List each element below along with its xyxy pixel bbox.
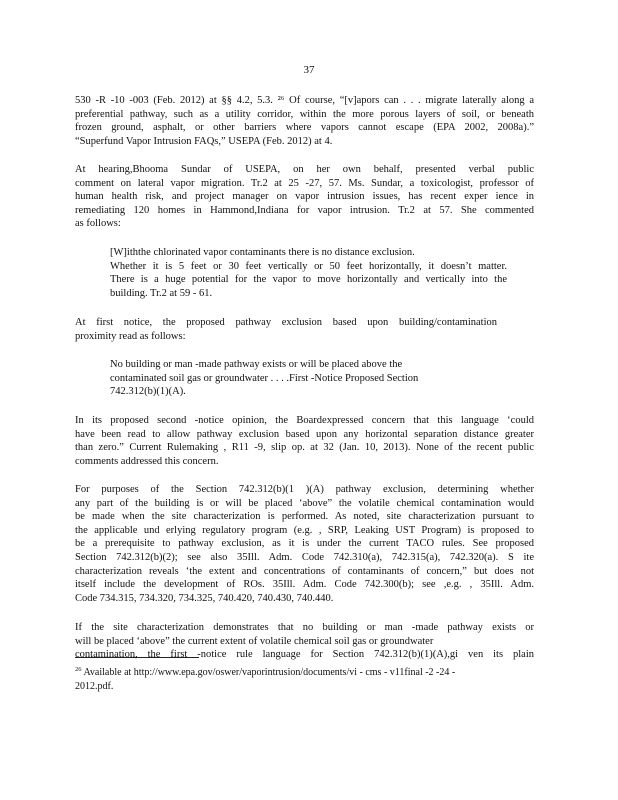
text-line: characterization reveals ‘the extent and concentrations of contaminants of concern,” but does not xyxy=(75,565,534,577)
footnote-divider xyxy=(75,657,199,658)
footnote xyxy=(75,666,525,693)
text-line: frozen ground, asphalt, or other barriers where vapors cannot escape (EPA 2002, 2008a).” xyxy=(75,122,534,134)
paragraph-purposes xyxy=(75,483,534,605)
text-line: Code 734.315, 734.320, 734.325, 740.420, 740.430, 740.440. xyxy=(75,592,334,604)
text-line: There is a huge potential for the vapor to move horizontally and vertically into the xyxy=(110,274,507,286)
footnote-line: 2012.pdf. xyxy=(75,680,114,692)
text-line: proximity read as follows: xyxy=(75,330,186,342)
text-line: preferential pathway, such as a utility corridor, within the more porous layers of soil, or beneath xyxy=(75,108,534,120)
paragraph-demonstrates xyxy=(75,621,534,662)
text-line: At first notice, the proposed pathway exclusion based upon building/contamination xyxy=(75,317,497,328)
paragraph-second-notice xyxy=(75,414,534,468)
text-line: “Superfund Vapor Intrusion FAQs,” USEPA (Feb. 2012) at 4. xyxy=(75,135,333,147)
text-line: No building or man -made pathway exists or will be placed above the xyxy=(110,359,403,370)
text-line: [W]iththe chlorinated vapor contaminants there is no distance exclusion. xyxy=(110,247,415,258)
footnote-marker: 26 xyxy=(75,666,82,673)
text-line: In its proposed second -notice opinion, the Boardexpressed concern that this language ‘could xyxy=(75,415,534,426)
paragraph-continued xyxy=(75,94,534,148)
text-line: be a prerequisite to pathway exclusion, as it is under the current TACO rules. See proposed xyxy=(75,538,534,550)
quote-first-notice xyxy=(110,358,507,399)
quote-sundar xyxy=(110,246,507,300)
text-line: Section 742.312(b)(2); see also 35Ill. Adm. Code 742.310(a), 742.315(a), 742.320(a). S ite xyxy=(75,551,534,563)
text-line: remediating 120 homes in Hammond,Indiana for vapor intrusion. Tr.2 at 57. She commented xyxy=(75,204,534,216)
text-line: have been read to allow pathway exclusion based upon any horizontal separation distance greater xyxy=(75,428,534,440)
text-line: contamination, the first -notice rule language for Section 742.312(b)(1)(A),gi ven its plain xyxy=(75,649,534,661)
text-line: 530 -R -10 -003 (Feb. 2012) at §§ 4.2, 5.3. ²⁶ Of course, “[v]apors can . . . migrate laterally along a xyxy=(75,95,534,106)
paragraph-hearing xyxy=(75,163,534,231)
text-line: as follows: xyxy=(75,218,121,230)
footnote-line xyxy=(75,666,525,680)
footnote-url-text: Available at http://www.epa.gov/oswer/vaporintrusion/documents/vi - cms - v11final -2 -24 - xyxy=(83,667,456,678)
text-line: itself include the development of ROs. 35Ill. Adm. Code 742.300(b); see ,e.g. , 35Ill. Adm. xyxy=(75,579,534,591)
text-line: than zero.” Current Rulemaking , R11 -9, slip op. at 32 (Jan. 10, 2013). None of the recent public xyxy=(75,442,534,454)
text-line: the applicable und erlying regulatory program (e.g. , SRP, Leaking UST Program) is proposed to xyxy=(75,524,534,536)
text-line: For purposes of the Section 742.312(b)(1 )(A) pathway exclusion, determining whether xyxy=(75,484,534,495)
text-line: comments addressed this concern. xyxy=(75,455,219,467)
text-line: any part of the building is or will be placed ‘above” the volatile chemical contamination would xyxy=(75,497,534,509)
text-line: comment on lateral vapor migration. Tr.2 at 25 -27, 57. Ms. Sundar, a toxicologist, professor of xyxy=(75,177,534,189)
text-line: 742.312(b)(1)(A). xyxy=(110,386,186,398)
page-number: 37 xyxy=(303,64,315,76)
text-line: be made when the site characterization is performed. As noted, site characterization pursuant to xyxy=(75,511,534,523)
text-line: will be placed ‘above” the current extent of volatile chemical soil gas or groundwater xyxy=(75,635,434,647)
text-line: Whether it is 5 feet or 30 feet vertically or 50 feet horizontally, it doesn’t matter. xyxy=(110,260,507,272)
text-line: human health risk, and project manager on vapor intrusion issues, has recent exper ience in xyxy=(75,191,534,203)
text-line: contaminated soil gas or groundwater . . . .First -Notice Proposed Section xyxy=(110,372,419,384)
text-line: At hearing,Bhooma Sundar of USEPA, on her own behalf, presented verbal public xyxy=(75,164,534,175)
paragraph-first-notice xyxy=(75,316,534,343)
text-line: If the site characterization demonstrates that no building or man -made pathway exists or xyxy=(75,622,534,633)
text-line: building. Tr.2 at 59 - 61. xyxy=(110,287,213,299)
